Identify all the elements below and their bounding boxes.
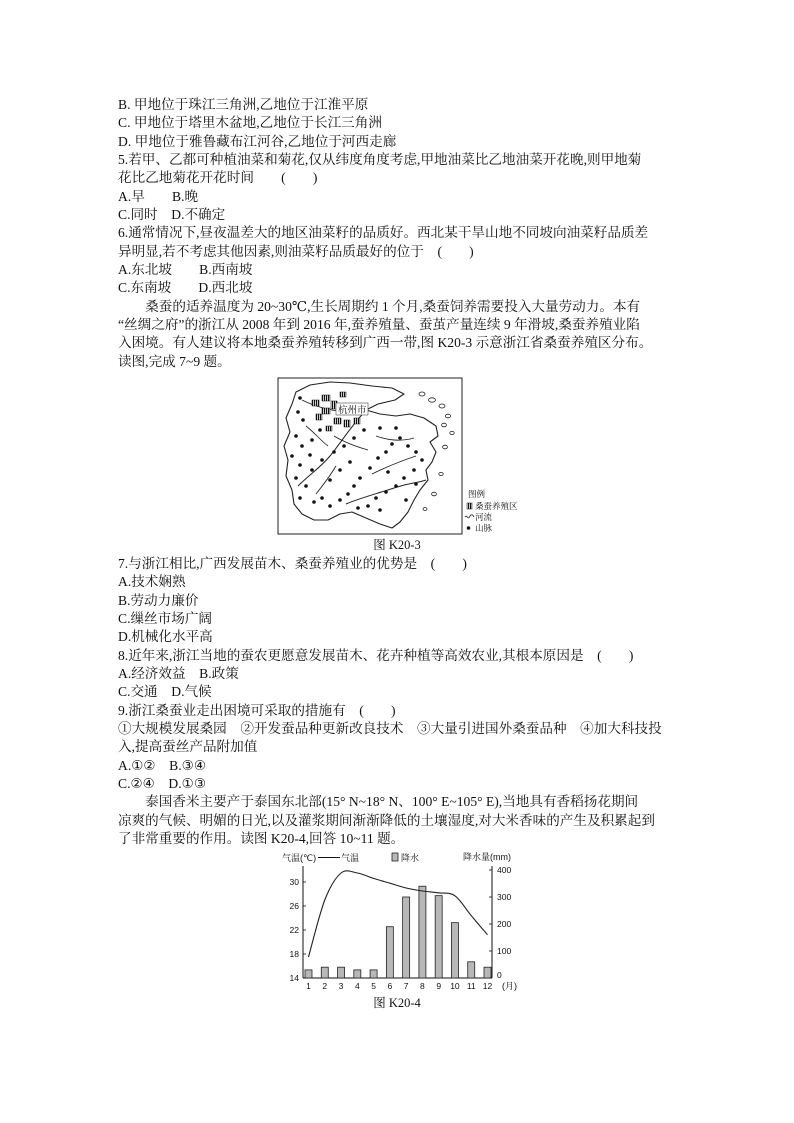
mountain-dot — [368, 466, 372, 470]
q5-stem-line-1: 5.若甲、乙都可种植油菜和菊花,仅从纬度角度考虑,甲地油菜比乙地油菜开花晚,则甲地菊 — [118, 152, 642, 168]
legend-precipitation-label: 降水 — [401, 853, 420, 863]
legend-temperature-label: 气温 — [341, 853, 360, 863]
precipitation-bar-9 — [435, 896, 442, 978]
mountain-dot — [328, 504, 332, 508]
island — [439, 404, 445, 408]
mountain-dot — [310, 468, 314, 472]
y-tick-left-label: 14 — [289, 973, 299, 983]
island — [429, 398, 436, 402]
mountain-dot — [318, 428, 322, 432]
mountain-dot — [342, 444, 346, 448]
mountain-dot — [296, 410, 300, 414]
passage-10-11-line-1: 泰国香米主要产于泰国东北部(15° N~18° N、100° E~105° E),当地具有香稻扬花期间 — [118, 794, 639, 810]
island — [419, 392, 425, 396]
mountain-dot — [328, 478, 332, 482]
q4-option-c: C. 甲地位于塔里木盆地,乙地位于长江三角洲 — [118, 115, 382, 131]
sericulture-area — [334, 418, 341, 424]
sericulture-area — [354, 418, 360, 424]
y-tick-right-label: 200 — [497, 919, 512, 929]
sericulture-area — [326, 426, 332, 431]
legend-river-symbol — [465, 515, 474, 518]
legend-mountain-label: 山脉 — [475, 523, 493, 533]
y-tick-right-label: 400 — [497, 865, 512, 875]
passage-7-9-line-2: “丝绸之府”的浙江从 2008 年到 2016 年,蚕养殖量、蚕茧产量连续 9 年滑坡,桑蚕养殖业陷 — [118, 317, 640, 333]
legend-river-label: 河流 — [475, 512, 493, 522]
figure-caption-k20-3: 图 K20-3 — [373, 538, 421, 552]
x-tick-label: 1 — [306, 981, 311, 991]
x-tick-label: 10 — [450, 981, 460, 991]
sericulture-area — [312, 400, 319, 406]
island — [450, 431, 454, 434]
map-legend-title: 图例 — [468, 489, 486, 499]
mountain-dot — [298, 496, 302, 500]
y-tick-right-label: 100 — [497, 946, 512, 956]
mountain-dot — [366, 504, 370, 508]
q7-stem: 7.与浙江相比,广西发展苗木、桑蚕养殖业的优势是 ( ) — [118, 556, 467, 571]
mountain-dot — [414, 450, 418, 454]
mountain-dot — [378, 508, 382, 512]
mountain-dot — [386, 470, 390, 474]
q6-stem-line-1: 6.通常情况下,昼夜温差大的地区油菜籽的品质好。西北某干旱山地不同坡向油菜籽品质差 — [118, 225, 649, 241]
mountain-dot — [294, 476, 298, 480]
mountain-dot — [398, 436, 402, 440]
mountain-dot — [390, 442, 394, 446]
q7-option-c: C.缫丝市场广阔 — [118, 611, 213, 627]
x-tick-label: 12 — [482, 981, 493, 991]
q8-options-cd: C.交通 D.气候 — [118, 684, 212, 700]
mountain-dot — [338, 468, 342, 472]
q5-options-cd: C.同时 D.不确定 — [118, 207, 226, 223]
x-tick-label: 6 — [387, 981, 393, 991]
island — [439, 472, 443, 475]
sericulture-area — [316, 414, 322, 420]
y-tick-left-label: 18 — [289, 949, 299, 959]
precipitation-bars — [305, 886, 491, 978]
legend-sericulture-label: 桑蚕养殖区 — [475, 501, 518, 511]
mountain-dot — [352, 484, 356, 488]
y-tick-right-label: 0 — [497, 970, 502, 980]
mountain-dot — [300, 444, 304, 448]
mountain-dot — [352, 436, 356, 440]
y-tick-left-label: 30 — [289, 877, 299, 887]
text-block-lower — [118, 555, 738, 849]
island — [442, 423, 447, 427]
city-label-hangzhou: 杭州市 — [338, 405, 367, 416]
climate-chart — [276, 848, 526, 998]
precipitation-bar-5 — [370, 970, 377, 978]
x-tick-label: 4 — [354, 981, 360, 991]
q4-option-b: B. 甲地位于珠江三角洲,乙地位于江淮平原 — [118, 97, 369, 112]
mountain-dot — [404, 498, 408, 502]
mountain-dot — [358, 476, 362, 480]
sericulture-area — [322, 395, 330, 401]
q5-stem-line-2: 花比乙地菊花开花时间 ( ) — [118, 170, 318, 186]
x-tick-label: 2 — [322, 981, 328, 991]
mountain-dot — [304, 484, 308, 488]
q6-options-cd: C.东南坡 D.西北坡 — [118, 280, 253, 296]
mountain-dot — [394, 484, 398, 488]
mountain-dot — [348, 460, 352, 464]
mountain-dot — [384, 450, 388, 454]
precipitation-bar-1 — [305, 970, 312, 978]
x-tick-label: 3 — [338, 981, 344, 991]
sericulture-area — [340, 392, 346, 397]
q8-stem: 8.近年来,浙江当地的蚕农更愿意发展苗木、花卉种植等高效农业,其根本原因是 ( ) — [118, 647, 634, 663]
y-tick-left-label: 26 — [289, 901, 299, 911]
mountain-dot — [402, 476, 406, 480]
mountain-dot — [376, 456, 380, 460]
q9-stem: 9.浙江桑蚕业走出困境可采取的措施有 ( ) — [118, 702, 396, 718]
sericulture-area — [344, 420, 350, 427]
x-tick-label: 5 — [371, 981, 376, 991]
temperature-line — [309, 871, 488, 957]
temperature-line-group — [308, 871, 487, 957]
chart-ylabel-right: 降水量(mm) — [463, 852, 511, 862]
mountain-dot — [338, 498, 342, 502]
mountain-dot — [394, 426, 398, 430]
mountain-dot — [294, 434, 298, 438]
x-tick-label: 11 — [466, 981, 476, 991]
mountain-dot — [298, 463, 302, 467]
mountain-dot — [332, 450, 336, 454]
q6-stem-line-2: 异明显,若不考虑其他因素,则油菜籽品质最好的位于 ( ) — [118, 243, 474, 259]
precipitation-bar-11 — [468, 962, 475, 978]
q7-option-d: D.机械化水平高 — [118, 629, 213, 645]
mountain-dot — [406, 444, 410, 448]
legend-mountain-symbol — [467, 526, 471, 530]
q6-options-ab: A.东北坡 B.西南坡 — [118, 262, 253, 278]
mountain-dot — [412, 468, 416, 472]
mountain-dot — [308, 453, 312, 457]
island — [445, 414, 450, 418]
mountain-dot — [310, 438, 314, 442]
figure-caption-k20-4: 图 K20-4 — [373, 996, 421, 1010]
precipitation-bar-4 — [354, 970, 361, 978]
sericulture-area — [322, 408, 330, 414]
mountain-dot — [378, 426, 382, 430]
q9-options-cd: C.②④ D.①③ — [118, 776, 207, 792]
q5-options-ab: A.早 B.晚 — [118, 188, 199, 204]
precipitation-bar-6 — [386, 927, 393, 978]
passage-7-9-line-1: 桑蚕的适养温度为 20~30℃,生长周期约 1 个月,桑蚕饲养需要投入大量劳动力。本有 — [118, 298, 641, 314]
mountain-dot — [312, 500, 316, 504]
q4-option-d: D. 甲地位于雅鲁藏布江河谷,乙地位于河西走廊 — [118, 133, 397, 149]
precipitation-bar-3 — [338, 967, 345, 978]
x-tick-label: 7 — [403, 981, 409, 991]
precipitation-bar-8 — [419, 886, 426, 978]
q7-option-a: A.技术娴熟 — [118, 574, 186, 590]
text-block-upper — [118, 96, 738, 371]
passage-10-11-line-2: 凉爽的气候、明媚的日光,以及灌浆期间渐渐降低的土壤湿度,对大米香味的产生及积累起到 — [118, 812, 655, 828]
legend-precipitation-swatch — [392, 853, 398, 861]
mountain-dot — [356, 506, 360, 510]
chart-xlabel: (月) — [502, 981, 517, 991]
mountain-dot — [414, 482, 418, 486]
precipitation-bar-10 — [451, 923, 458, 978]
mountain-dot — [298, 396, 302, 400]
precipitation-bar-2 — [321, 967, 328, 978]
mountain-dot — [362, 428, 366, 432]
x-tick-label: 9 — [436, 981, 442, 991]
mountain-dot — [384, 490, 388, 494]
mountain-dot — [320, 496, 324, 500]
passage-7-9-line-4: 读图,完成 7~9 题。 — [118, 353, 231, 369]
island — [432, 492, 437, 496]
mountain-dot — [301, 418, 305, 422]
zhejiang-sericulture-map — [276, 376, 528, 536]
q9-measures-line-1: ①大规模发展桑园 ②开发蚕品种更新改良技术 ③大量引进国外桑蚕品种 ④加大科技投 — [118, 721, 662, 737]
passage-10-11-line-3: 了非常重要的作用。读图 K20-4,回答 10~11 题。 — [118, 831, 405, 847]
x-tick-label: 8 — [420, 981, 425, 991]
precipitation-bar-12 — [484, 967, 491, 978]
q8-options-ab: A.经济效益 B.政策 — [118, 666, 239, 682]
mountain-dot — [290, 454, 294, 458]
legend-sericulture-swatch — [467, 503, 472, 509]
precipitation-bar-7 — [403, 897, 410, 978]
y-tick-left-label: 22 — [289, 925, 299, 935]
chart-ylabel-left: 气温(℃) — [282, 853, 317, 863]
mountain-dot — [420, 458, 424, 462]
q9-measures-line-2: 入,提高蚕丝产品附加值 — [118, 739, 258, 755]
passage-7-9-line-3: 入困境。有人建议将本地桑蚕养殖转移到广西一带,图 K20-3 示意浙江省桑蚕养殖区分布。 — [118, 335, 653, 351]
q9-options-ab: A.①② B.③④ — [118, 757, 207, 773]
mountain-dot — [346, 492, 350, 496]
y-tick-right-label: 300 — [497, 892, 512, 902]
q7-option-b: B.劳动力廉价 — [118, 592, 199, 608]
mountain-dot — [374, 496, 378, 500]
mountain-dot — [320, 458, 324, 462]
island — [443, 445, 448, 449]
island — [423, 508, 427, 511]
